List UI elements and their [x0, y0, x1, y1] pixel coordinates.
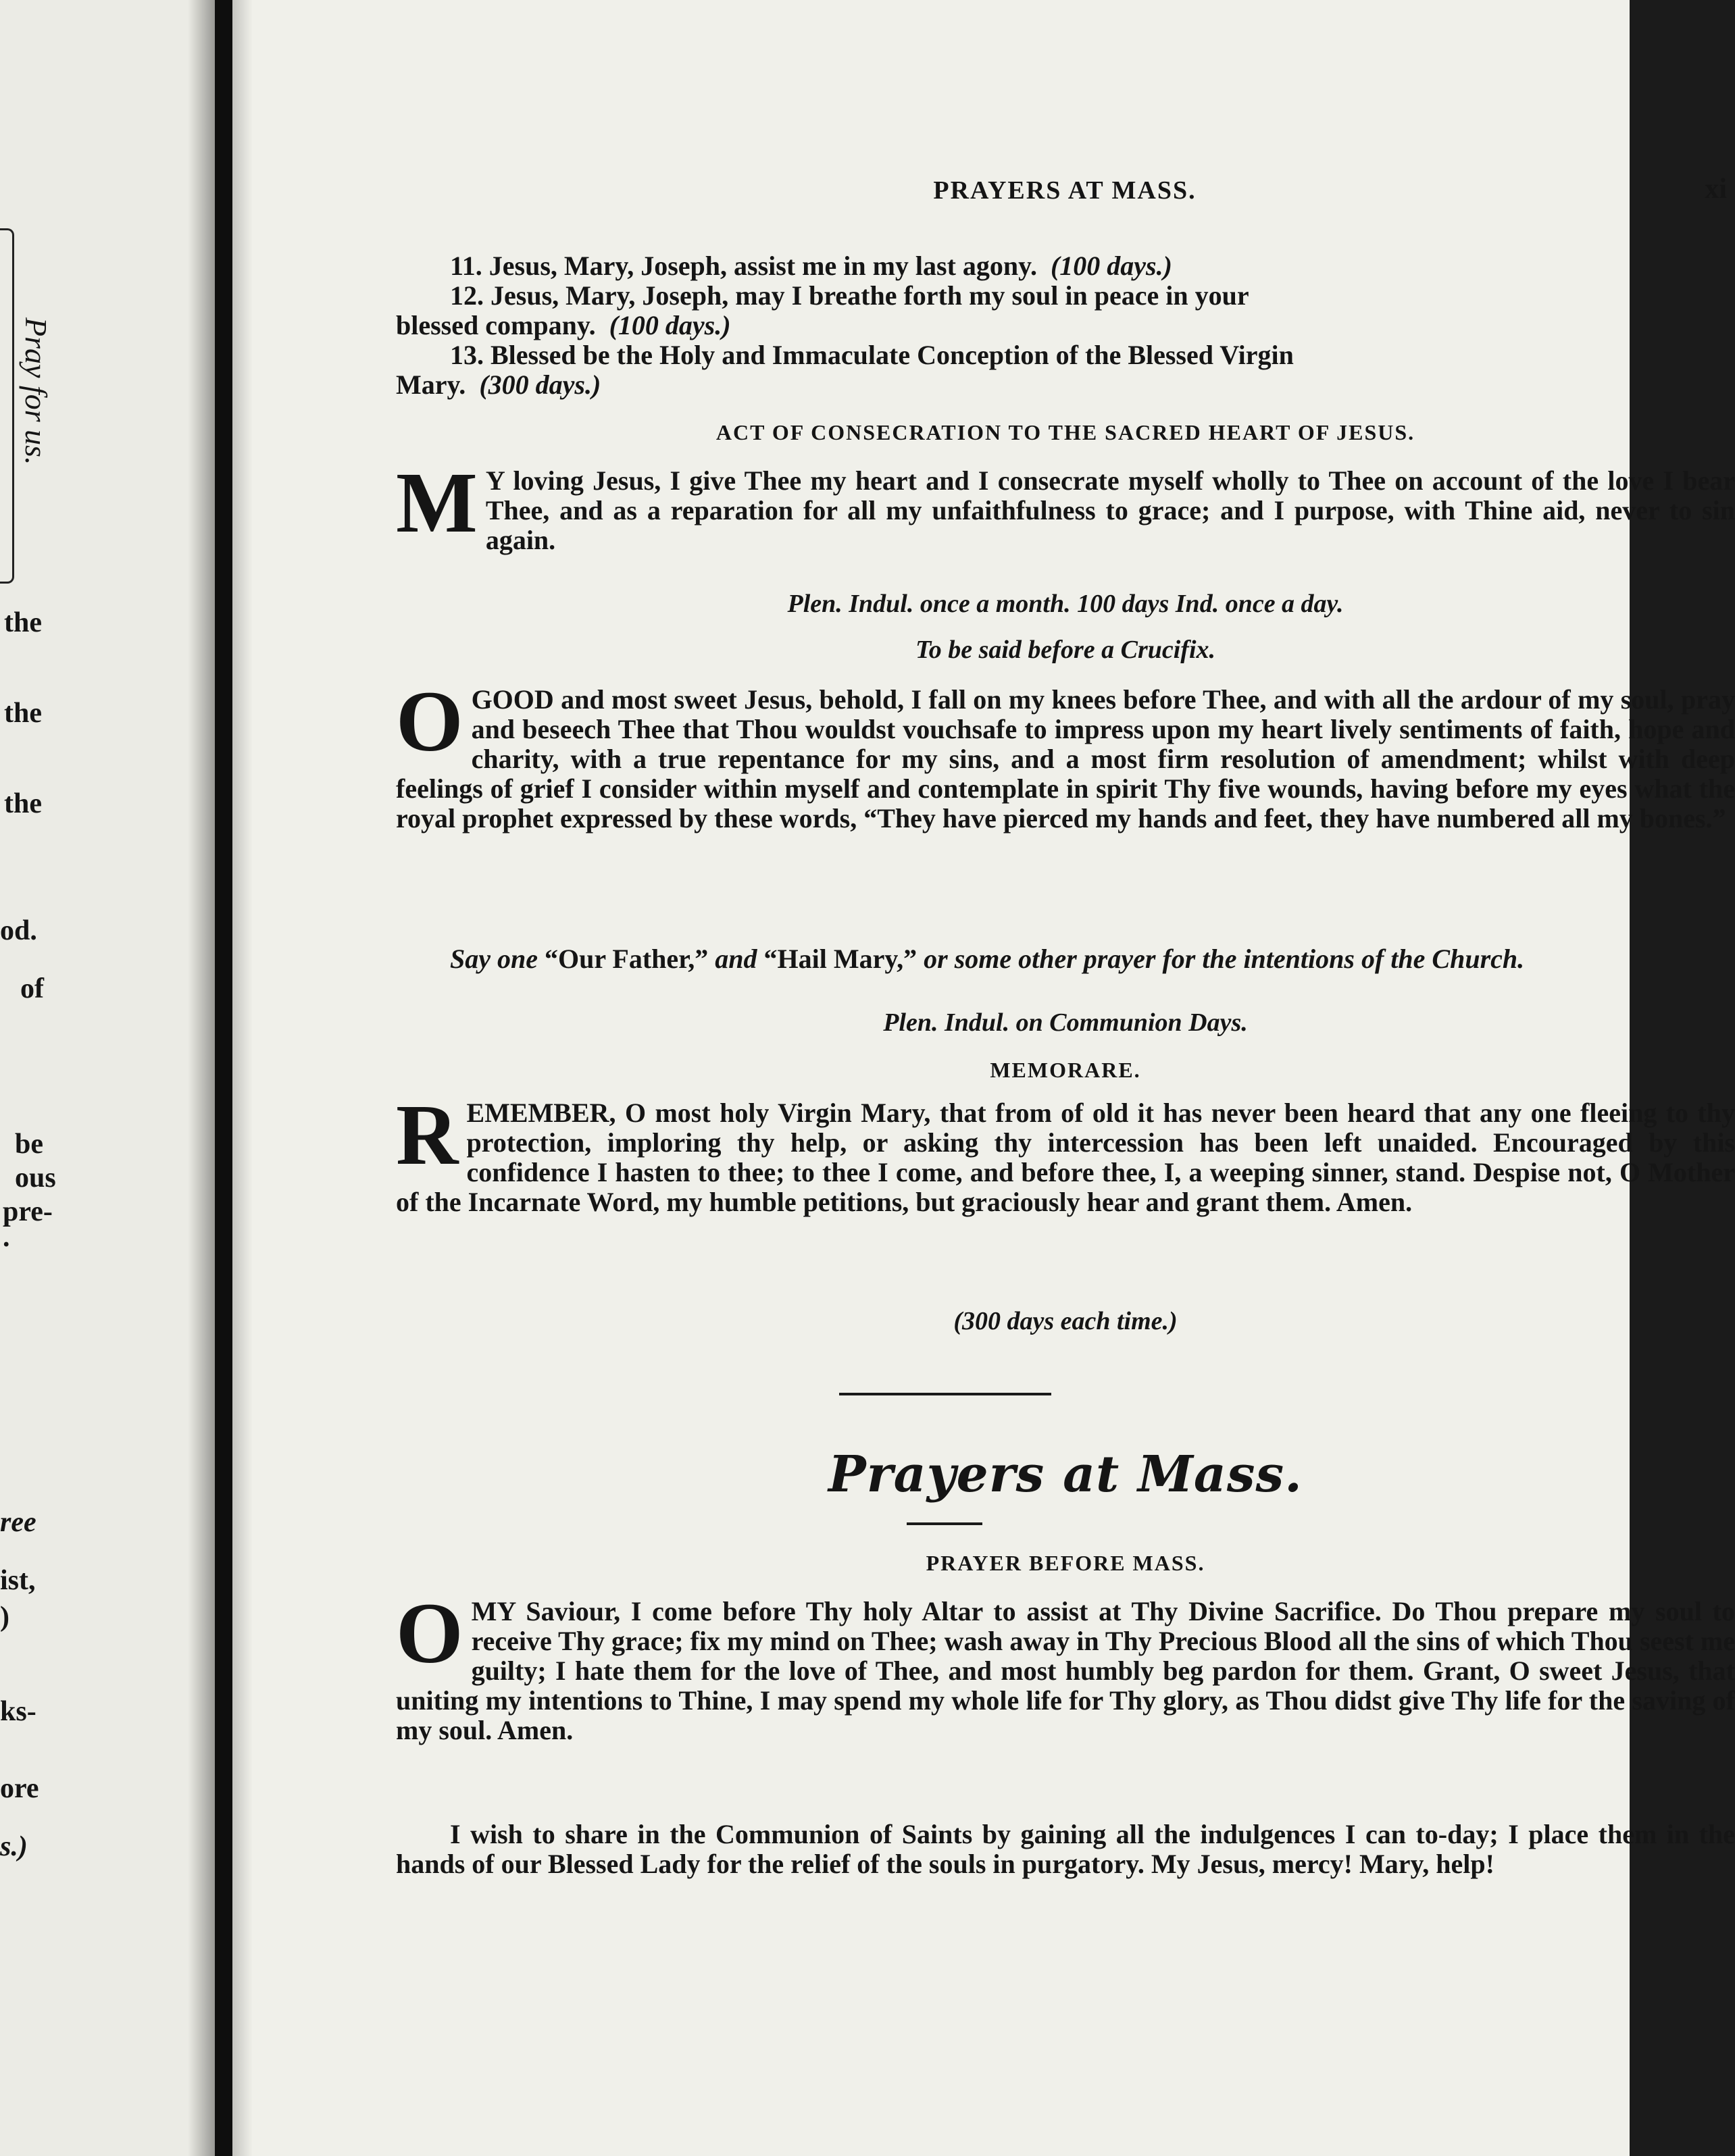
left-fragment: ous [15, 1162, 56, 1194]
left-fragment: ks- [0, 1696, 36, 1727]
left-fragment: be [15, 1129, 43, 1160]
drop-cap: R [396, 1087, 459, 1183]
section-heading: MEMORARE. [990, 1058, 1141, 1082]
prayer-before-mass: OMY Saviour, I come before Thy holy Altar to assist at Thy Divine Sacrifice. Do Thou prepare my soul to receive Thy grace; fix my mind on Thee; wash away in Thy Precious Blood all the sins of which Thou seest me guilty; I hate them for the love of Thee, and most humbly beg pardon for them. Grant, O sweet Jesus, that uniting my intentions to Thine, I may spend my whole life for Thy glory, as Thou didst give Thy life for the saving of my soul. Amen. [396, 1585, 1735, 1745]
litany-11: 11. Jesus, Mary, Joseph, assist me in my last agony. (100 days.) [450, 251, 1172, 281]
litany-12: 12. Jesus, Mary, Joseph, may I breathe forth my soul in peace in your [450, 280, 1249, 311]
section-title: Prayers at Mass. [828, 1445, 1303, 1504]
left-fragment: pre- [3, 1196, 53, 1227]
left-fragment: s.) [0, 1831, 28, 1862]
left-fragment: ore [0, 1773, 39, 1804]
section-heading: PRAYER BEFORE MASS. [926, 1551, 1205, 1575]
book-gutter [215, 0, 232, 2156]
left-fragment: ist, [0, 1565, 36, 1596]
bracket [0, 228, 14, 584]
memorare-prayer: REMEMBER, O most holy Virgin Mary, that from of old it has never been heard that any one fleeing to thy protection, imploring thy help, or asking thy intercession has been left unaided. Encouraged by this confidence I hasten to thee; to thee I come, and before thee, I, a weeping sinner, stand. Despise not, O Mother of the Incarnate Word, my humble petitions, but graciously hear and grant them. Amen. [396, 1087, 1735, 1217]
communion-of-saints: I wish to share in the Communion of Saints by gaining all the indulgences I can to-day; I place them in the hands of our Blessed Lady for the relief of the souls in purgatory. My Jesus, mercy! Mary, help! [396, 1819, 1735, 1879]
running-head [396, 176, 1734, 216]
left-fragment: . [3, 1222, 10, 1253]
drop-cap: O [396, 1585, 463, 1681]
indulgence-note: (300 days each time.) [953, 1307, 1178, 1335]
section-heading: ACT OF CONSECRATION TO THE SACRED HEART OF JESUS. [715, 420, 1415, 444]
divider-rule [907, 1522, 982, 1525]
left-fragment: the [4, 788, 42, 819]
left-fragment: od. [0, 915, 37, 946]
consecration-prayer: M Y loving Jesus, I give Thee my heart and I consecrate myself wholly to Thee on account of the love I bear Thee, and as a reparation for all my unfaithfulness to grace; and I purpose, with Thine aid, never to sin again. [396, 455, 1735, 555]
page-number: xi [1705, 174, 1727, 205]
drop-cap: M [396, 455, 478, 550]
litany-13: 13. Blessed be the Holy and Immaculate Conception of the Blessed Virgin [450, 340, 1294, 370]
instruction-note: To be said before a Crucifix. [915, 636, 1215, 664]
drop-cap: O [396, 673, 463, 769]
running-title: PRAYERS AT MASS. [933, 176, 1197, 205]
indulgence-note: Plen. Indul. once a month. 100 days Ind. once a day. [787, 590, 1344, 618]
left-fragment: ree [0, 1507, 36, 1538]
say-one-instruction: Say one “Our Father,” and “Hail Mary,” or some other prayer for the intentions of the Church. [450, 944, 1525, 974]
left-fragment: the [4, 607, 42, 638]
litany-12-cont: blessed company. (100 days.) [396, 310, 731, 340]
divider-rule [839, 1393, 1051, 1395]
crucifix-prayer: OGOOD and most sweet Jesus, behold, I fall on my knees before Thee, and with all the ardour of my soul, pray and beseech Thee that Thou wouldst vouchsafe to impress upon my heart lively sentiments of faith, hope and charity, with a true repentance for my sins, and a most firm resolution of amendment; whilst with deep feelings of grief I consider within myself and contemplate in spirit Thy five wounds, having before my eyes what the royal prophet expressed by these words, “They have pierced my hands and feet, they have numbered all my bones.” [396, 673, 1735, 833]
left-fragment: the [4, 698, 42, 729]
left-fragment: of [20, 973, 44, 1004]
litany-13-cont: Mary. (300 days.) [396, 369, 601, 400]
indulgence-note: Plen. Indul. on Communion Days. [883, 1008, 1248, 1037]
book-page [232, 0, 1735, 2156]
left-page [0, 0, 215, 2156]
left-vertical-text: Pray for us. [19, 317, 53, 465]
left-fragment: ) [0, 1601, 9, 1633]
